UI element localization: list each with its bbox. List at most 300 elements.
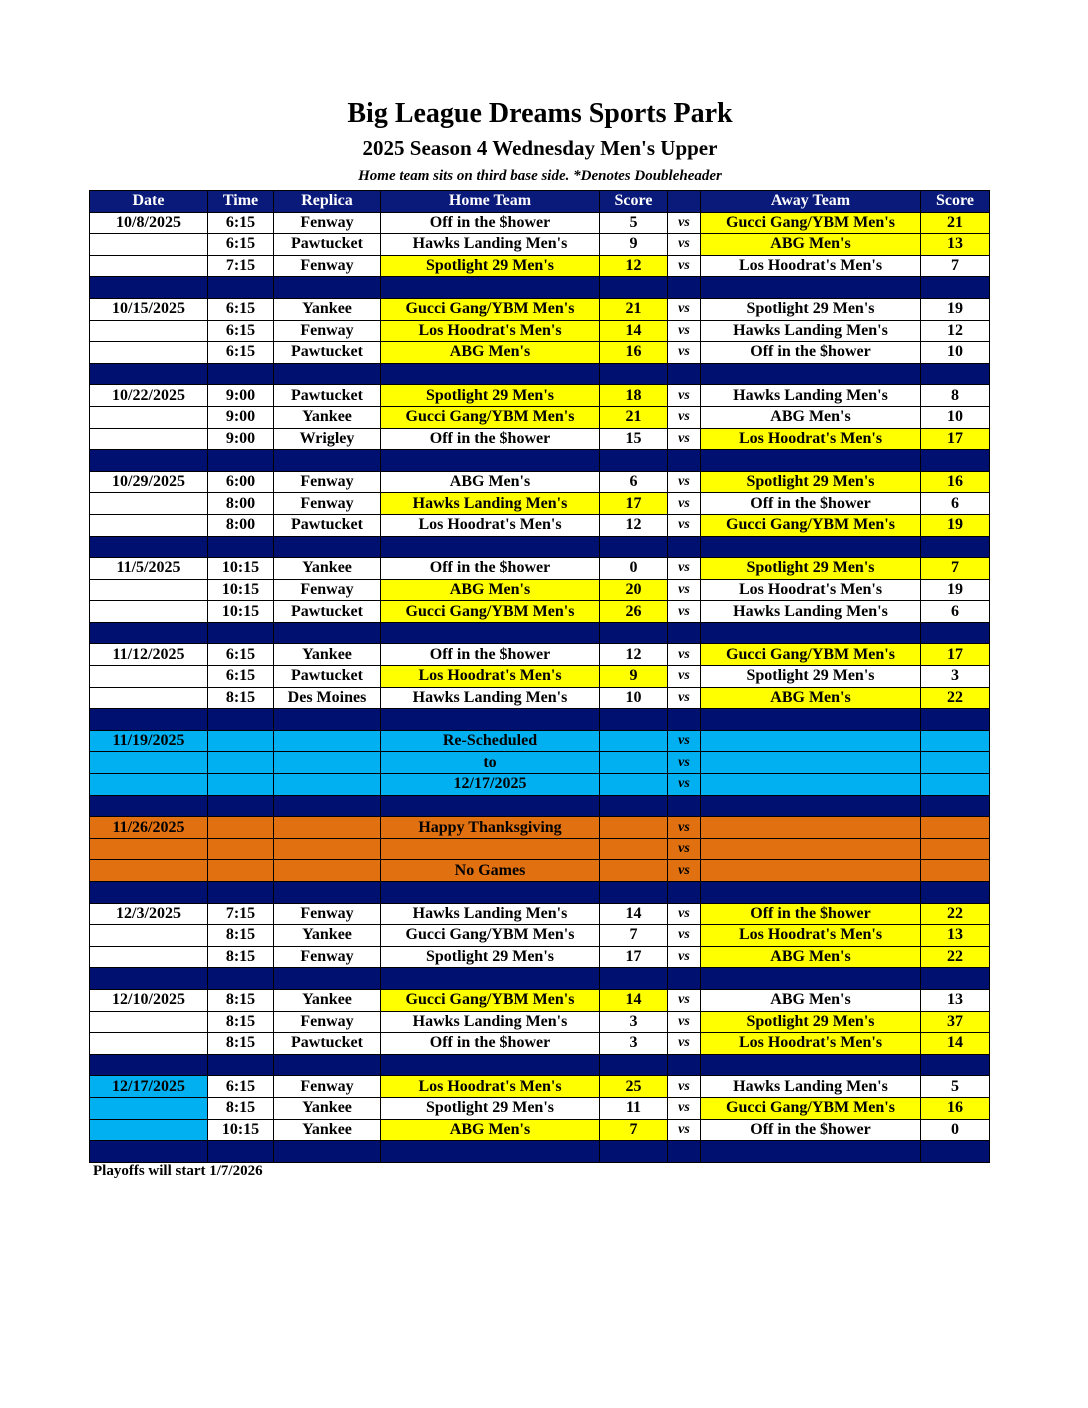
away-team-cell: Spotlight 29 Men's — [701, 558, 921, 580]
separator-cell — [921, 709, 990, 731]
home-score-cell — [600, 860, 668, 882]
home-score-cell: 17 — [600, 946, 668, 968]
time-cell: 6:15 — [208, 1076, 274, 1098]
home-score-cell: 25 — [600, 1076, 668, 1098]
separator-cell — [921, 968, 990, 990]
col-header-home-score: Score — [600, 191, 668, 213]
game-row — [90, 601, 990, 623]
replica-cell: Fenway — [274, 903, 381, 925]
away-team-cell — [701, 817, 921, 839]
vs-cell: vs — [668, 774, 701, 796]
home-score-cell: 15 — [600, 428, 668, 450]
game-row — [90, 903, 990, 925]
vs-cell: vs — [668, 903, 701, 925]
away-score-cell — [921, 730, 990, 752]
replica-cell: Fenway — [274, 255, 381, 277]
separator-row — [90, 1054, 990, 1076]
game-row — [90, 493, 990, 515]
away-score-cell: 37 — [921, 1011, 990, 1033]
home-score-cell: 16 — [600, 342, 668, 364]
game-row — [90, 471, 990, 493]
time-cell: 8:15 — [208, 925, 274, 947]
away-team-cell: Off in the $hower — [701, 1119, 921, 1141]
vs-cell: vs — [668, 298, 701, 320]
game-row — [90, 255, 990, 277]
home-team-cell: ABG Men's — [381, 471, 600, 493]
separator-row — [90, 795, 990, 817]
game-row — [90, 687, 990, 709]
away-team-cell: Los Hoodrat's Men's — [701, 255, 921, 277]
home-team-cell: Los Hoodrat's Men's — [381, 514, 600, 536]
replica-cell: Pawtucket — [274, 601, 381, 623]
footer-note: Playoffs will start 1/7/2026 — [93, 1163, 263, 1179]
separator-cell — [90, 363, 208, 385]
date-cell — [90, 1011, 208, 1033]
away-score-cell: 19 — [921, 298, 990, 320]
separator-cell — [274, 363, 381, 385]
separator-cell — [208, 1141, 274, 1163]
time-cell: 6:15 — [208, 644, 274, 666]
home-score-cell — [600, 774, 668, 796]
vs-cell: vs — [668, 1076, 701, 1098]
time-cell — [208, 730, 274, 752]
home-team-cell: Los Hoodrat's Men's — [381, 1076, 600, 1098]
separator-cell — [381, 795, 600, 817]
separator-cell — [600, 882, 668, 904]
home-score-cell: 7 — [600, 925, 668, 947]
home-score-cell — [600, 838, 668, 860]
game-row — [90, 644, 990, 666]
home-team-cell: Spotlight 29 Men's — [381, 385, 600, 407]
separator-cell — [208, 709, 274, 731]
home-team-cell: Off in the $hower — [381, 1033, 600, 1055]
page-title: Big League Dreams Sports Park — [347, 98, 733, 129]
time-cell: 6:15 — [208, 298, 274, 320]
separator-cell — [600, 450, 668, 472]
vs-cell: vs — [668, 1097, 701, 1119]
replica-cell: Yankee — [274, 925, 381, 947]
away-score-cell: 22 — [921, 946, 990, 968]
game-row — [90, 925, 990, 947]
time-cell: 6:00 — [208, 471, 274, 493]
home-score-cell: 20 — [600, 579, 668, 601]
home-team-cell: Spotlight 29 Men's — [381, 255, 600, 277]
holiday-row — [90, 817, 990, 839]
away-score-cell: 5 — [921, 1076, 990, 1098]
game-row — [90, 946, 990, 968]
replica-cell: Fenway — [274, 946, 381, 968]
replica-cell: Fenway — [274, 1011, 381, 1033]
replica-cell — [274, 774, 381, 796]
separator-cell — [668, 795, 701, 817]
vs-cell: vs — [668, 255, 701, 277]
home-team-cell: Happy Thanksgiving — [381, 817, 600, 839]
time-cell: 7:15 — [208, 903, 274, 925]
date-cell — [90, 601, 208, 623]
home-score-cell: 14 — [600, 903, 668, 925]
separator-cell — [90, 1054, 208, 1076]
replica-cell — [274, 752, 381, 774]
home-team-cell: ABG Men's — [381, 579, 600, 601]
home-team-cell: Los Hoodrat's Men's — [381, 320, 600, 342]
home-score-cell: 5 — [600, 212, 668, 234]
home-score-cell — [600, 817, 668, 839]
game-row — [90, 514, 990, 536]
time-cell: 7:15 — [208, 255, 274, 277]
date-cell — [90, 255, 208, 277]
separator-cell — [668, 536, 701, 558]
separator-cell — [274, 1054, 381, 1076]
replica-cell: Pawtucket — [274, 234, 381, 256]
page-subtitle: 2025 Season 4 Wednesday Men's Upper — [362, 136, 718, 160]
col-header-away-score: Score — [921, 191, 990, 213]
time-cell: 6:15 — [208, 320, 274, 342]
game-row — [90, 385, 990, 407]
separator-row — [90, 536, 990, 558]
away-score-cell: 10 — [921, 406, 990, 428]
separator-cell — [921, 622, 990, 644]
separator-cell — [921, 1141, 990, 1163]
home-team-cell: 12/17/2025 — [381, 774, 600, 796]
home-score-cell: 10 — [600, 687, 668, 709]
separator-cell — [600, 1054, 668, 1076]
away-score-cell — [921, 860, 990, 882]
away-team-cell: Spotlight 29 Men's — [701, 1011, 921, 1033]
separator-cell — [90, 277, 208, 299]
separator-cell — [208, 882, 274, 904]
separator-cell — [921, 795, 990, 817]
vs-cell: vs — [668, 428, 701, 450]
away-score-cell: 14 — [921, 1033, 990, 1055]
home-score-cell: 9 — [600, 234, 668, 256]
separator-cell — [600, 622, 668, 644]
home-score-cell: 11 — [600, 1097, 668, 1119]
vs-cell: vs — [668, 579, 701, 601]
game-row — [90, 558, 990, 580]
replica-cell: Yankee — [274, 989, 381, 1011]
separator-cell — [701, 622, 921, 644]
separator-cell — [381, 709, 600, 731]
time-cell: 8:15 — [208, 1033, 274, 1055]
home-team-cell: Off in the $hower — [381, 428, 600, 450]
home-team-cell: Gucci Gang/YBM Men's — [381, 601, 600, 623]
vs-cell: vs — [668, 687, 701, 709]
time-cell: 6:15 — [208, 234, 274, 256]
vs-cell: vs — [668, 644, 701, 666]
date-cell — [90, 774, 208, 796]
home-score-cell: 12 — [600, 644, 668, 666]
replica-cell: Yankee — [274, 1119, 381, 1141]
replica-cell — [274, 817, 381, 839]
away-score-cell — [921, 817, 990, 839]
vs-cell: vs — [668, 601, 701, 623]
away-score-cell: 19 — [921, 579, 990, 601]
date-cell — [90, 946, 208, 968]
time-cell: 9:00 — [208, 406, 274, 428]
rescheduled-row — [90, 730, 990, 752]
separator-cell — [921, 1054, 990, 1076]
replica-cell: Pawtucket — [274, 385, 381, 407]
away-score-cell — [921, 838, 990, 860]
home-score-cell: 9 — [600, 666, 668, 688]
away-team-cell: Spotlight 29 Men's — [701, 471, 921, 493]
date-cell — [90, 234, 208, 256]
home-team-cell: Hawks Landing Men's — [381, 1011, 600, 1033]
separator-cell — [701, 968, 921, 990]
replica-cell: Fenway — [274, 471, 381, 493]
replica-cell — [274, 838, 381, 860]
date-cell — [90, 860, 208, 882]
separator-row — [90, 622, 990, 644]
home-score-cell — [600, 730, 668, 752]
rescheduled-row — [90, 774, 990, 796]
home-team-cell: to — [381, 752, 600, 774]
home-team-cell: Off in the $hower — [381, 558, 600, 580]
game-row — [90, 1119, 990, 1141]
vs-cell: vs — [668, 946, 701, 968]
vs-cell: vs — [668, 385, 701, 407]
separator-cell — [600, 795, 668, 817]
separator-cell — [381, 968, 600, 990]
separator-cell — [90, 450, 208, 472]
vs-cell: vs — [668, 817, 701, 839]
separator-cell — [668, 968, 701, 990]
game-row — [90, 989, 990, 1011]
home-score-cell: 14 — [600, 989, 668, 1011]
separator-cell — [600, 709, 668, 731]
game-row — [90, 1011, 990, 1033]
replica-cell: Wrigley — [274, 428, 381, 450]
vs-cell: vs — [668, 730, 701, 752]
away-team-cell: ABG Men's — [701, 989, 921, 1011]
replica-cell: Yankee — [274, 298, 381, 320]
away-team-cell: Hawks Landing Men's — [701, 601, 921, 623]
separator-row — [90, 882, 990, 904]
game-row — [90, 298, 990, 320]
separator-cell — [668, 622, 701, 644]
vs-cell: vs — [668, 752, 701, 774]
separator-cell — [600, 1141, 668, 1163]
col-header-home-team: Home Team — [381, 191, 600, 213]
separator-cell — [381, 1054, 600, 1076]
vs-cell: vs — [668, 234, 701, 256]
separator-cell — [208, 968, 274, 990]
separator-cell — [701, 1054, 921, 1076]
game-row — [90, 342, 990, 364]
game-row — [90, 428, 990, 450]
replica-cell — [274, 860, 381, 882]
vs-cell: vs — [668, 212, 701, 234]
away-team-cell — [701, 838, 921, 860]
home-score-cell: 6 — [600, 471, 668, 493]
vs-cell: vs — [668, 989, 701, 1011]
replica-cell: Fenway — [274, 212, 381, 234]
away-score-cell — [921, 752, 990, 774]
separator-cell — [701, 795, 921, 817]
separator-cell — [274, 795, 381, 817]
time-cell: 6:15 — [208, 212, 274, 234]
date-cell: 11/5/2025 — [90, 558, 208, 580]
separator-cell — [921, 277, 990, 299]
time-cell: 6:15 — [208, 342, 274, 364]
schedule-table — [89, 190, 990, 1163]
separator-cell — [274, 709, 381, 731]
away-team-cell: Los Hoodrat's Men's — [701, 428, 921, 450]
date-cell — [90, 428, 208, 450]
separator-cell — [668, 1141, 701, 1163]
separator-cell — [381, 536, 600, 558]
away-score-cell: 19 — [921, 514, 990, 536]
home-team-cell: Off in the $hower — [381, 644, 600, 666]
vs-cell: vs — [668, 1011, 701, 1033]
date-cell — [90, 1033, 208, 1055]
date-cell — [90, 925, 208, 947]
time-cell: 10:15 — [208, 601, 274, 623]
date-cell — [90, 1119, 208, 1141]
separator-cell — [90, 882, 208, 904]
home-team-cell: Gucci Gang/YBM Men's — [381, 406, 600, 428]
date-cell: 10/8/2025 — [90, 212, 208, 234]
away-score-cell: 13 — [921, 989, 990, 1011]
date-cell: 10/15/2025 — [90, 298, 208, 320]
date-cell: 12/10/2025 — [90, 989, 208, 1011]
replica-cell: Yankee — [274, 1097, 381, 1119]
away-score-cell: 13 — [921, 925, 990, 947]
away-team-cell: ABG Men's — [701, 946, 921, 968]
away-team-cell — [701, 730, 921, 752]
time-cell: 8:15 — [208, 989, 274, 1011]
vs-cell: vs — [668, 514, 701, 536]
time-cell: 8:15 — [208, 946, 274, 968]
separator-cell — [701, 277, 921, 299]
away-score-cell: 17 — [921, 428, 990, 450]
vs-cell: vs — [668, 320, 701, 342]
time-cell: 8:15 — [208, 687, 274, 709]
replica-cell: Yankee — [274, 644, 381, 666]
home-team-cell: Hawks Landing Men's — [381, 493, 600, 515]
holiday-row — [90, 838, 990, 860]
separator-cell — [274, 536, 381, 558]
vs-cell: vs — [668, 860, 701, 882]
away-team-cell: Off in the $hower — [701, 493, 921, 515]
separator-cell — [921, 363, 990, 385]
away-team-cell — [701, 774, 921, 796]
home-score-cell: 21 — [600, 298, 668, 320]
separator-cell — [701, 1141, 921, 1163]
away-score-cell: 22 — [921, 903, 990, 925]
separator-cell — [600, 363, 668, 385]
away-team-cell: Hawks Landing Men's — [701, 320, 921, 342]
home-team-cell: Spotlight 29 Men's — [381, 946, 600, 968]
home-score-cell: 18 — [600, 385, 668, 407]
col-header-date: Date — [90, 191, 208, 213]
vs-cell: vs — [668, 1033, 701, 1055]
separator-cell — [668, 277, 701, 299]
separator-cell — [381, 363, 600, 385]
time-cell — [208, 752, 274, 774]
date-cell — [90, 687, 208, 709]
game-row — [90, 1097, 990, 1119]
away-team-cell: Gucci Gang/YBM Men's — [701, 514, 921, 536]
time-cell — [208, 838, 274, 860]
away-team-cell: Los Hoodrat's Men's — [701, 925, 921, 947]
vs-cell: vs — [668, 406, 701, 428]
date-cell — [90, 666, 208, 688]
away-team-cell: Off in the $hower — [701, 342, 921, 364]
date-cell — [90, 320, 208, 342]
date-cell: 12/3/2025 — [90, 903, 208, 925]
separator-cell — [381, 882, 600, 904]
game-row — [90, 1076, 990, 1098]
home-team-cell: ABG Men's — [381, 342, 600, 364]
game-row — [90, 579, 990, 601]
home-team-cell: Gucci Gang/YBM Men's — [381, 989, 600, 1011]
away-team-cell: Gucci Gang/YBM Men's — [701, 644, 921, 666]
separator-cell — [274, 277, 381, 299]
date-cell: 10/22/2025 — [90, 385, 208, 407]
home-score-cell: 3 — [600, 1033, 668, 1055]
date-cell — [90, 406, 208, 428]
separator-cell — [208, 450, 274, 472]
holiday-row — [90, 860, 990, 882]
vs-cell: vs — [668, 838, 701, 860]
game-row — [90, 406, 990, 428]
home-team-cell: Spotlight 29 Men's — [381, 1097, 600, 1119]
away-score-cell: 12 — [921, 320, 990, 342]
separator-cell — [668, 709, 701, 731]
home-team-cell: Gucci Gang/YBM Men's — [381, 925, 600, 947]
game-row — [90, 666, 990, 688]
time-cell: 9:00 — [208, 385, 274, 407]
separator-cell — [274, 1141, 381, 1163]
date-cell: 10/29/2025 — [90, 471, 208, 493]
separator-cell — [668, 450, 701, 472]
rescheduled-row — [90, 752, 990, 774]
replica-cell: Fenway — [274, 493, 381, 515]
separator-cell — [701, 709, 921, 731]
home-score-cell: 17 — [600, 493, 668, 515]
date-cell — [90, 838, 208, 860]
home-team-cell: No Games — [381, 860, 600, 882]
separator-cell — [208, 1054, 274, 1076]
away-score-cell: 6 — [921, 493, 990, 515]
away-score-cell — [921, 774, 990, 796]
vs-cell: vs — [668, 493, 701, 515]
time-cell: 8:15 — [208, 1011, 274, 1033]
away-score-cell: 13 — [921, 234, 990, 256]
home-team-cell: Hawks Landing Men's — [381, 903, 600, 925]
separator-cell — [208, 536, 274, 558]
separator-cell — [921, 536, 990, 558]
table-header-row — [90, 191, 990, 213]
separator-row — [90, 968, 990, 990]
separator-cell — [274, 968, 381, 990]
col-header-replica: Replica — [274, 191, 381, 213]
away-team-cell: Hawks Landing Men's — [701, 1076, 921, 1098]
time-cell — [208, 774, 274, 796]
home-score-cell: 26 — [600, 601, 668, 623]
away-team-cell: ABG Men's — [701, 687, 921, 709]
separator-cell — [668, 882, 701, 904]
replica-cell: Des Moines — [274, 687, 381, 709]
away-score-cell: 21 — [921, 212, 990, 234]
separator-cell — [701, 882, 921, 904]
col-header-time: Time — [208, 191, 274, 213]
separator-cell — [668, 363, 701, 385]
away-score-cell: 16 — [921, 471, 990, 493]
home-score-cell: 0 — [600, 558, 668, 580]
date-cell: 11/12/2025 — [90, 644, 208, 666]
